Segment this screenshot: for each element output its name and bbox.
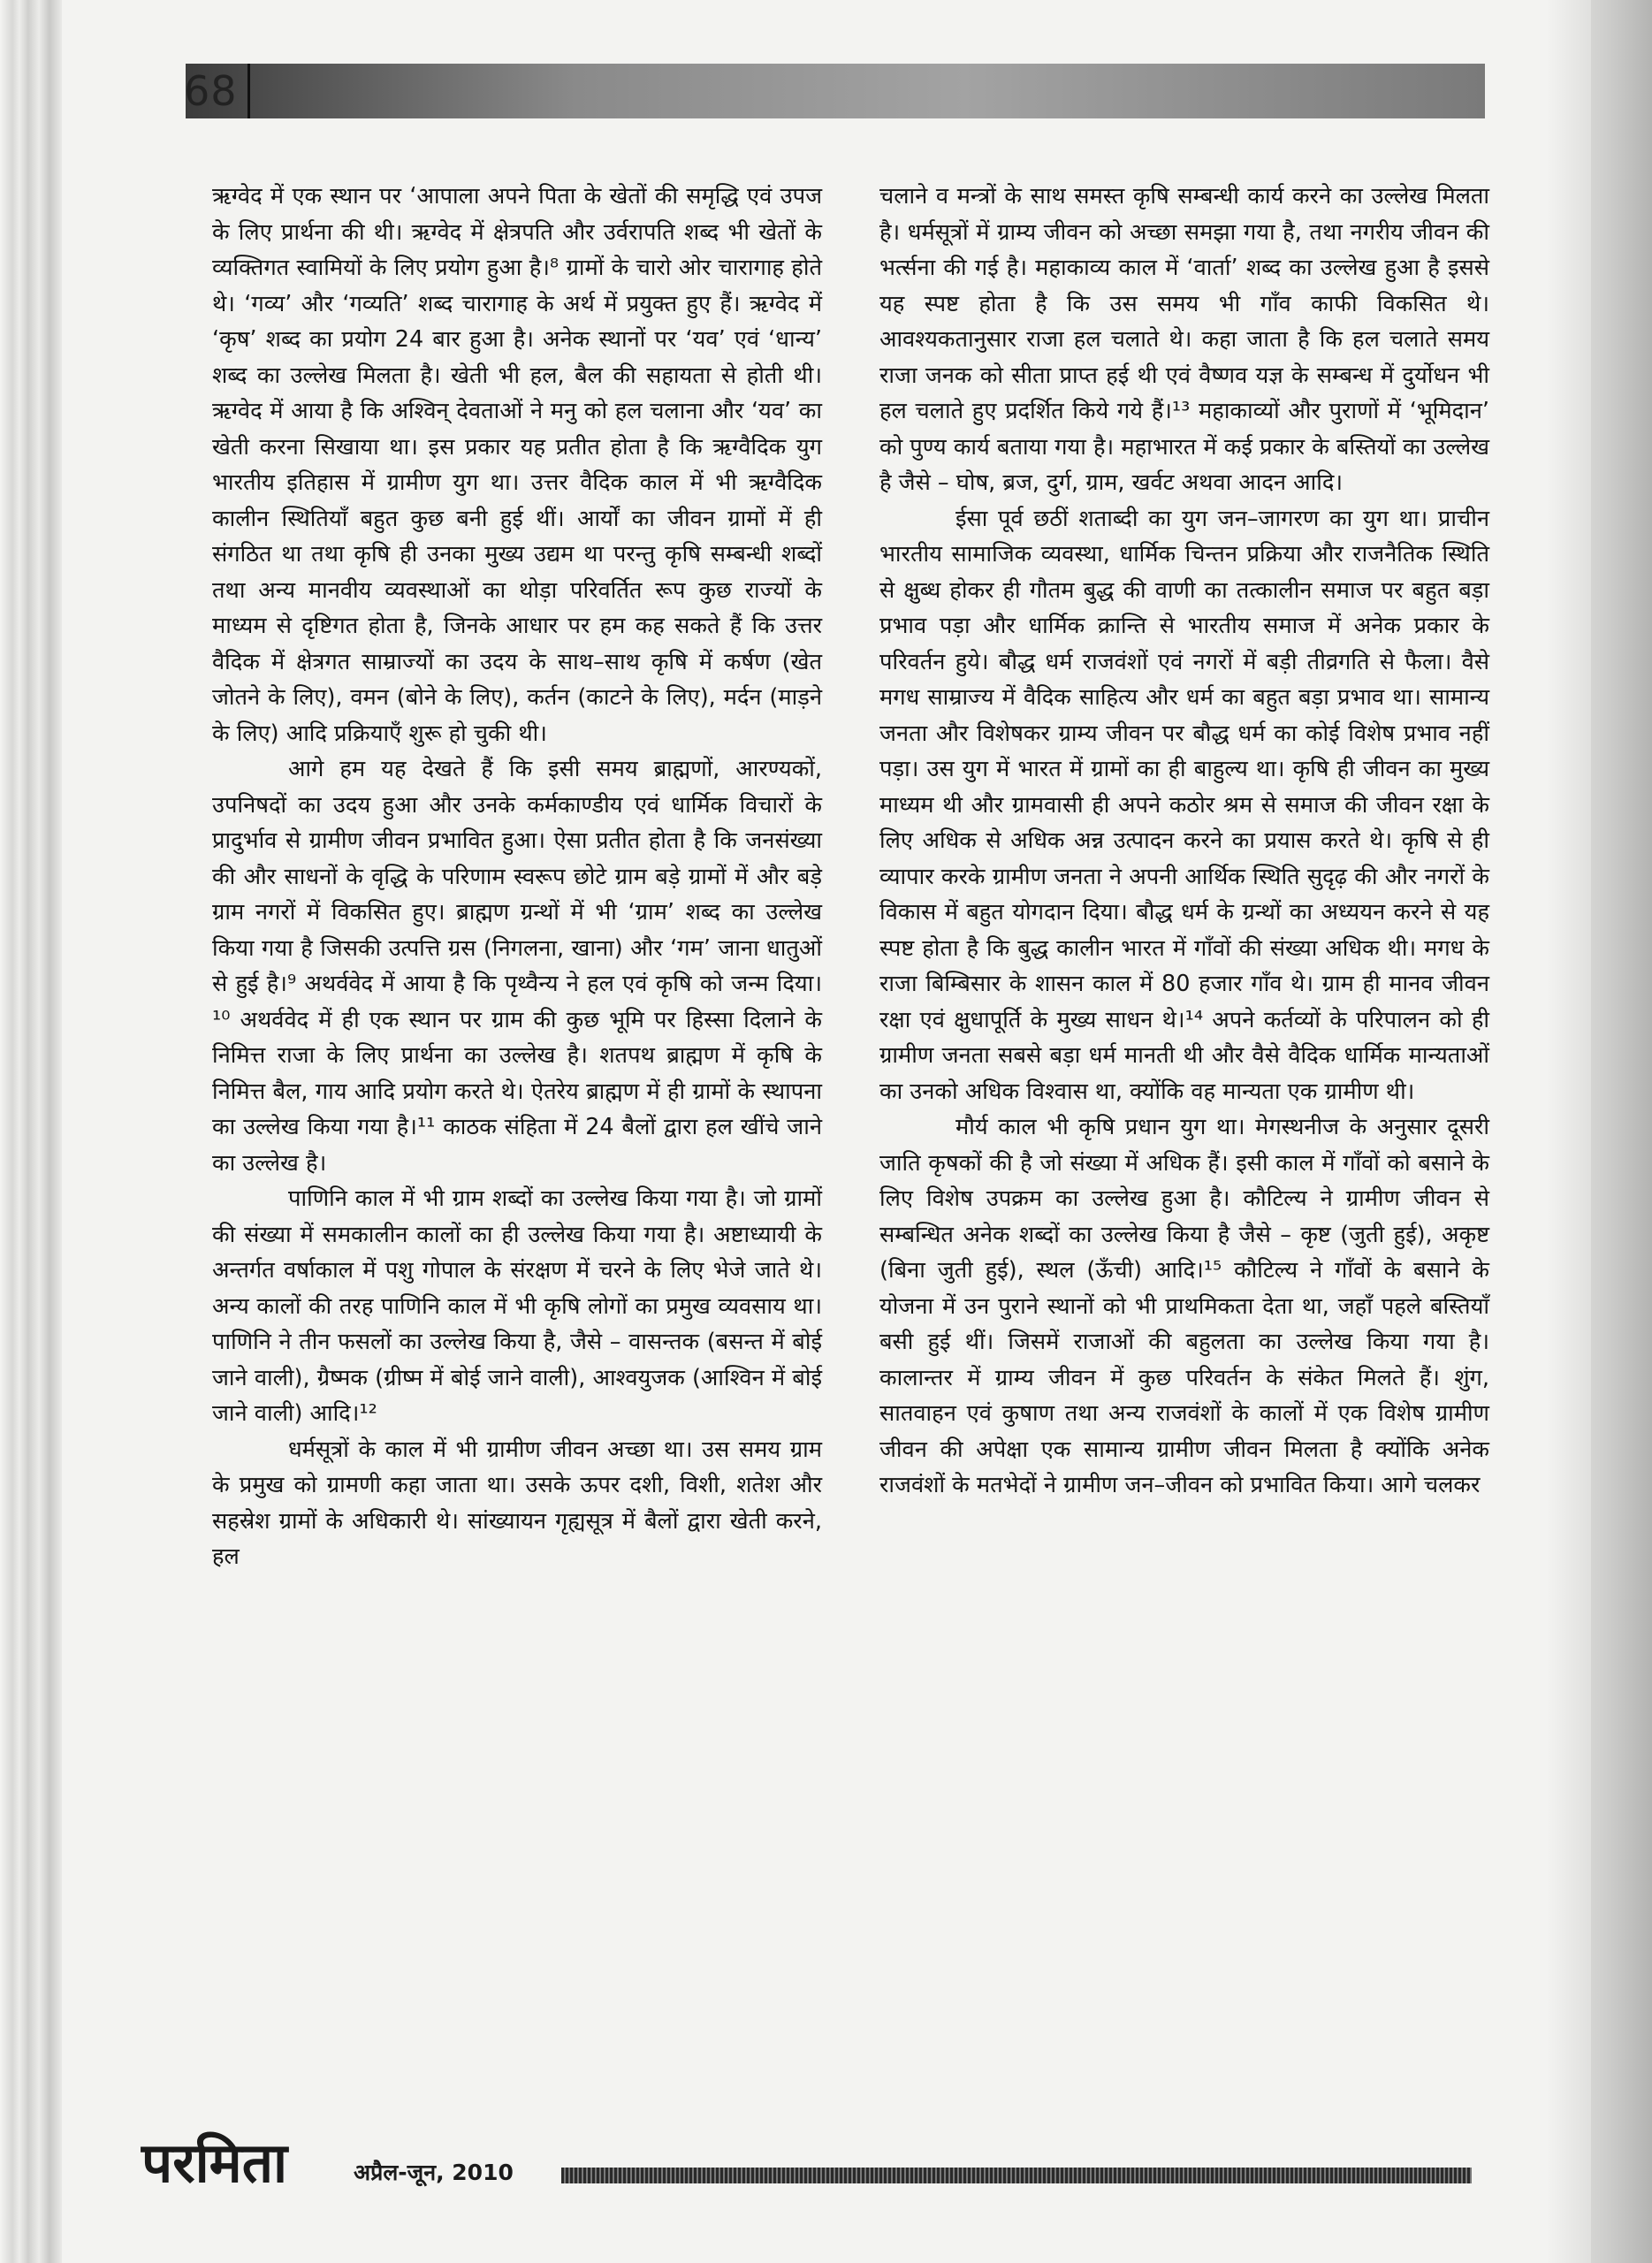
binding-edge (0, 0, 62, 2263)
paragraph: चलाने व मन्त्रों के साथ समस्त कृषि सम्बन्धी कार्य करने का उल्लेख मिलता है। धर्मसूत्रों में ग्राम्य जीवन को अच्छा समझा गया है, तथा नगरीय जीवन की भर्त्सना की गई है। महाकाव्य काल में ‘वार्ता’ शब्द का उल्लेख हुआ है इससे यह स्पष्ट होता है कि उस समय भी गाँव काफी विकसित थे। आवश्यकतानुसार राजा हल चलाते थे। कहा जाता है कि हल चलाते समय राजा जनक को सीता प्राप्त हई थी एवं वैष्णव यज्ञ के सम्बन्ध में दुर्योधन भी हल चलाते हुए प्रदर्शित किये गये हैं।¹³ महाकाव्यों और पुराणों में ‘भूमिदान’ को पुण्य कार्य बताया गया है। महाभारत में कई प्रकार के बस्तियों का उल्लेख है जैसे – घोष, ब्रज, दुर्ग, ग्राम, खर्वट अथवा आदन आदि। (879, 183, 1489, 496)
header-divider (247, 64, 250, 118)
left-column (212, 179, 822, 1575)
footer-rule (561, 2168, 1472, 2183)
paragraph: धर्मसूत्रों के काल में भी ग्रामीण जीवन अच्छा था। उस समय ग्राम के प्रमुख को ग्रामणी कहा जाता था। उसके ऊपर दशी, विशी, शतेश और सहस्रेश ग्रामों के अधिकारी थे। सांख्यायन गृह्यसूत्र में बैलों द्वारा खेती करने, हल (212, 1436, 822, 1570)
paragraph: आगे हम यह देखते हैं कि इसी समय ब्राह्मणों, आरण्यकों, उपनिषदों का उदय हुआ और उनके कर्मकाण्डीय एवं धार्मिक विचारों के प्रादुर्भाव से ग्रामीण जीवन प्रभावित हुआ। ऐसा प्रतीत होता है कि जनसंख्या की और साधनों के वृद्धि के परिणाम स्वरूप छोटे ग्राम बड़े ग्रामों में और बड़े ग्राम नगरों में विकसित हुए। ब्राह्मण ग्रन्थों में भी ‘ग्राम’ शब्द का उल्लेख किया गया है जिसकी उत्पत्ति ग्रस (निगलना, खाना) और ‘गम’ जाना धातुओं से हुई है।⁹ अथर्ववेद में आया है कि पृथ्वैन्य ने हल एवं कृषि को जन्म दिया।¹⁰ अथर्ववेद में ही एक स्थान पर ग्राम की कुछ भूमि पर हिस्सा दिलाने के निमित्त राजा के लिए प्रार्थना का उल्लेख है। शतपथ ब्राह्मण में कृषि के निमित्त बैल, गाय आदि प्रयोग करते थे। ऐतरेय ब्राह्मण में ही ग्रामों के स्थापना का उल्लेख किया गया है।¹¹ काठक संहिता में 24 बैलों द्वारा हल खींचे जाने का उल्लेख है। (212, 756, 822, 1177)
page-shadow (1546, 0, 1652, 2263)
paragraph: पाणिनि काल में भी ग्राम शब्दों का उल्लेख किया गया है। जो ग्रामों की संख्या में समकालीन कालों का ही उल्लेख किया गया है। अष्टाध्यायी के अन्तर्गत वर्षाकाल में पशु गोपाल के संरक्षण में चरने के लिए भेजे जाते थे। अन्य कालों की तरह पाणिनि काल में भी कृषि लोगों का प्रमुख व्यवसाय था। पाणिनि ने तीन फसलों का उल्लेख किया है, जैसे – वासन्तक (बसन्त में बोई जाने वाली), ग्रैष्मक (ग्रीष्म में बोई जाने वाली), आश्वयुजक (आश्विन में बोई जाने वाली) आदि।¹² (212, 1185, 822, 1427)
page-number: 68 (184, 67, 238, 115)
paragraph: ईसा पूर्व छठीं शताब्दी का युग जन–जागरण का युग था। प्राचीन भारतीय सामाजिक व्यवस्था, धार्मिक चिन्तन प्रक्रिया और राजनैतिक स्थिति से क्षुब्ध होकर ही गौतम बुद्ध की वाणी का तत्कालीन समाज पर बहुत बड़ा प्रभाव पड़ा और धार्मिक क्रान्ति से भारतीय समाज में अनेक प्रकार के परिवर्तन हुये। बौद्ध धर्म राजवंशों एवं नगरों में बड़ी तीव्रगति से फैला। वैसे मगध साम्राज्य में वैदिक साहित्य और धर्म का बहुत बड़ा प्रभाव था। सामान्य जनता और विशेषकर ग्राम्य जीवन पर बौद्ध धर्म का कोई विशेष प्रभाव नहीं पड़ा। उस युग में भारत में ग्रामों का ही बाहुल्य था। कृषि ही जीवन का मुख्य माध्यम थी और ग्रामवासी ही अपने कठोर श्रम से समाज की जीवन रक्षा के लिए अधिक से अधिक अन्न उत्पादन करने का प्रयास करते थे। कृषि से ही व्यापार करके ग्रामीण जनता ने अपनी आर्थिक स्थिति सुदृढ़ की और नगरों के विकास में बहुत योगदान दिया। बौद्ध धर्म के ग्रन्थों का अध्ययन करने से यह स्पष्ट होता है कि बुद्ध कालीन भारत में गाँवों की संख्या अधिक थी। मगध के राजा बिम्बिसार के शासन काल में 80 हजार गाँव थे। ग्राम ही मानव जीवन रक्षा एवं क्षुधापूर्ति के मुख्य साधन थे।¹⁴ अपने कर्तव्यों के परिपालन को ही ग्रामीण जनता सबसे बड़ा धर्म मानती थी और वैसे वैदिक धार्मिक मान्यताओं का उनको अधिक विश्वास था, क्योंकि वह मान्यता एक ग्रामीण थी। (879, 505, 1489, 1105)
right-column (879, 179, 1489, 1504)
paragraph: ऋग्वेद में एक स्थान पर ‘आपाला अपने पिता के खेतों की समृद्धि एवं उपज के लिए प्रार्थना की थी। ऋग्वेद में क्षेत्रपति और उर्वरापति शब्द भी खेतों के व्यक्तिगत स्वामियों के लिए प्रयोग हुआ है।⁸ ग्रामों के चारो ओर चारागाह होते थे। ‘गव्य’ और ‘गव्यति’ शब्द चारागाह के अर्थ में प्रयुक्त हुए हैं। ऋग्वेद में ‘कृष’ शब्द का प्रयोग 24 बार हुआ है। अनेक स्थानों पर ‘यव’ एवं ‘धान्य’ शब्द का उल्लेख मिलता है। खेती भी हल, बैल की सहायता से होती थी। ऋग्वेद में आया है कि अश्विन् देवताओं ने मनु को हल चलाना और ‘यव’ का खेती करना सिखाया था। इस प्रकार यह प्रतीत होता है कि ऋग्वैदिक युग भारतीय इतिहास में ग्रामीण युग था। उत्तर वैदिक काल में भी ऋग्वैदिक कालीन स्थितियाँ बहुत कुछ बनी हुई थीं। आर्यों का जीवन ग्रामों में ही संगठित था तथा कृषि ही उनका मुख्य उद्यम था परन्तु कृषि सम्बन्धी शब्दों तथा अन्य मानवीय व्यवस्थाओं का थोड़ा परिवर्तित रूप कुछ राज्यों के माध्यम से दृष्टिगत होता है, जिनके आधार पर हम कह सकते हैं कि उत्तर वैदिक में क्षेत्रगत साम्राज्यों का उदय के साथ–साथ कृषि में कर्षण (खेत जोतने के लिए), वमन (बोने के लिए), कर्तन (काटने के लिए), मर्दन (माड़ने के लिए) आदि प्रक्रियाएँ शुरू हो चुकी थी। (212, 183, 822, 747)
paragraph: मौर्य काल भी कृषि प्रधान युग था। मेगस्थनीज के अनुसार दूसरी जाति कृषकों की है जो संख्या में अधिक हैं। इसी काल में गाँवों को बसाने के लिए विशेष उपक्रम का उल्लेख हुआ है। कौटिल्य ने ग्रामीण जीवन से सम्बन्धित अनेक शब्दों का उल्लेख किया है जैसे – कृष्ट (जुती हुई), अकृष्ट (बिना जुती हुई), स्थल (ऊँची) आदि।¹⁵ कौटिल्य ने गाँवों के बसाने के योजना में उन पुराने स्थानों को भी प्राथमिकता देता था, जहाँ पहले बस्तियाँ बसी हुई थीं। जिसमें राजाओं की बहुलता का उल्लेख किया गया है। कालान्तर में ग्राम्य जीवन में कुछ परिवर्तन के संकेत मिलते हैं। शुंग, सातवाहन एवं कुषाण तथा अन्य राजवंशों के कालों में एक विशेष ग्रामीण जीवन की अपेक्षा एक सामान्य ग्रामीण जीवन मिलता है क्योंकि अनेक राजवंशों के मतभेदों ने ग्रामीण जन–जीवन को प्रभावित किया। आगे चलकर (879, 1114, 1489, 1498)
header-bar (186, 64, 1485, 118)
issue-date: अप्रैल-जून, 2010 (354, 2160, 514, 2185)
magazine-logo: परमिता (141, 2130, 288, 2195)
